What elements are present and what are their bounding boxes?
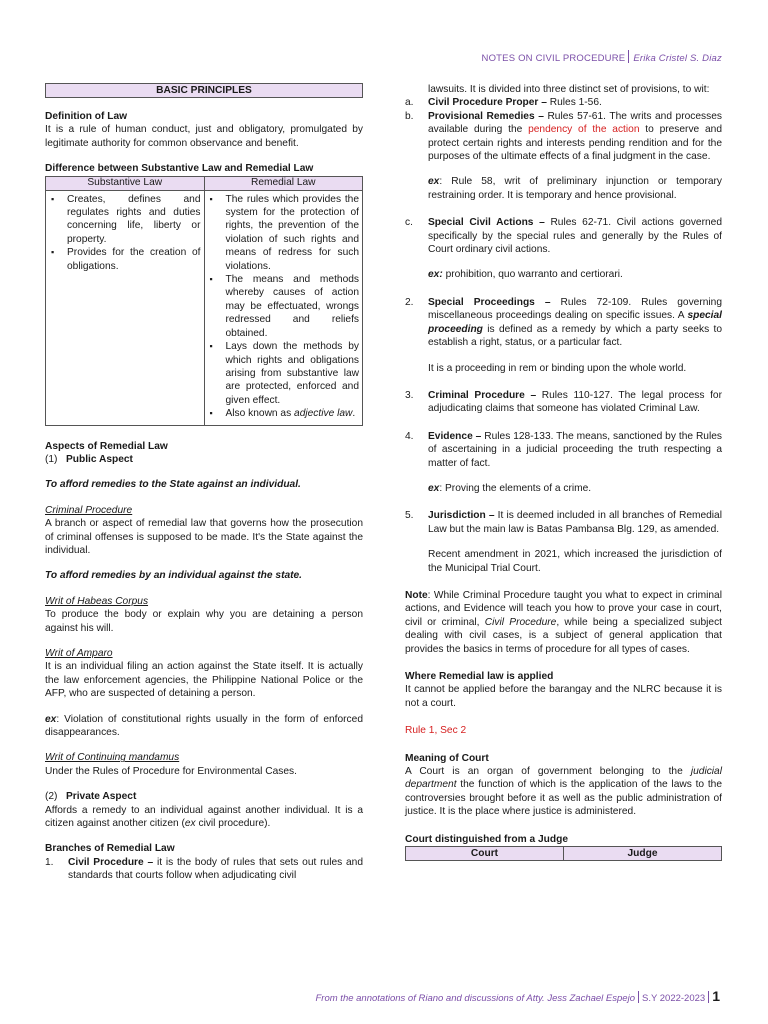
mandamus-title: Writ of Continuing mandamus [45,752,180,764]
note-paragraph: Note: While Criminal Procedure taught you what to expect in criminal actions, and Evidence will teach you how to prove your case in court, civil or criminal, Civil Procedure, while being a specialized subject dealing with civil cases, is a subject of general application that provides the basics in terms of procedure for all types of cases. [405,589,722,655]
list-item: b. Provisional Remedies – Rules 57-61. The writs and processes available during the pendency of the action to preserve and protect certain rights and interests pending rendition and for the purposes of the ultimate effects of a final judgment in the case. ex: Rule 58, writ of preliminary injunction or temporary restraining order. It is temporary and hence provisional. [405,110,722,201]
left-column [45,83,363,883]
list-item: ▪ The means and methods whereby causes of action may be effectuated, wrongs redressed and reliefs obtained. [208,273,360,340]
page-footer [316,990,721,1005]
aspects-heading: Aspects of Remedial Law [45,440,168,452]
criminal-procedure-text: A branch or aspect of remedial law that governs how the prosecution of criminal offenses is supposed to be made. It's the State against the individual. [45,518,363,556]
list-item: 1. Civil Procedure – it is the body of rules that sets out rules and standards that courts follow when adjudicating civil [45,856,363,882]
court-judge-table [405,846,722,861]
amparo-title: Writ of Amparo [45,648,113,659]
provisional-example: ex: Rule 58, writ of preliminary injunction or temporary restraining order. It is temporary and hence provisional. [428,176,722,201]
list-item: ▪ Lays down the methods by which rights and obligations arising from substantive law are protected, enforced and given effect. [208,340,360,407]
col-remedial-header: Remedial Law [204,176,363,190]
course-title: NOTES ON CIVIL PROCEDURE [481,53,626,64]
where-text: It cannot be applied before the barangay and the NLRC because it is not a court. [405,684,722,709]
right-column [405,83,722,861]
meaning-text: A Court is an organ of government belonging to the judicial department the function of which is the application of the laws to the controversies brought before it as well as the public administration of justice. It is the place where justice is administered. [405,766,722,818]
habeas-text: To produce the body or explain why you are detaining a person against his will. [45,609,363,634]
criminal-procedure-title: Criminal Procedure [45,504,133,516]
footer-source: From the annotations of Riano and discussions of Atty. Jess Zachael Espejo [315,993,635,1004]
civil-procedure-sublist [405,96,722,281]
list-item: 5. Jurisdiction – It is deemed included in all branches of Remedial Law but the main law is Batas Pambansa Blg. 129, as amended. Recent amendment in 2021, which increased the jurisdiction of the Municipal Trial Court. [405,510,722,574]
running-header [482,50,722,65]
continuation-text: lawsuits. It is divided into three distinct set of provisions, to wit: [428,84,710,95]
private-aspect-heading: (2) Private Aspect [45,791,137,803]
meaning-heading: Meaning of Court [405,752,489,764]
where-heading: Where Remedial law is applied [405,671,554,682]
footer-divider [638,991,639,1003]
afford-state-text: To afford remedies to the State against an individual. [45,479,301,491]
definition-heading: Definition of Law [45,111,128,122]
col-judge-header: Judge [564,847,722,861]
section-title: BASIC PRINCIPLES [45,83,363,98]
list-item: 3. Criminal Procedure – Rules 110-127. The legal process for adjudicating claims that someone has violated Criminal Law. [405,389,722,415]
list-item: c. Special Civil Actions – Rules 62-71. Civil actions governed specifically by the special rules and generally by the Rules of Court ordinary civil actions. ex: prohibition, quo warranto and certiorari. [405,217,722,281]
definition-text: It is a rule of human conduct, just and obligatory, promulgated by legitimate authority for common observance and benefit. [45,124,363,149]
col-substantive-header: Substantive Law [46,176,205,190]
mandamus-text: Under the Rules of Procedure for Environmental Cases. [45,765,297,777]
remedial-cell [204,190,363,425]
list-item: 4. Evidence – Rules 128-133. The means, sanctioned by the Rules of ascertaining in a judicial proceeding the truth respecting a matter of fact. ex: Proving the elements of a crime. [405,430,722,494]
list-item: ▪ The rules which provides the system for the protection of rights, the prevention of the violation of such rights and means of redress for such violations. [208,193,360,273]
list-item: ▪ Provides for the creation of obligations. [49,246,201,273]
footer-school-year: S.Y 2022-2023 [641,993,706,1004]
amparo-text: It is an individual filing an action against the State itself. It is actually the law enforcement agencies, the Philippine National Police or the AFP, who are suspected of detaining a person. [45,661,363,700]
public-aspect-heading: (1) Public Aspect [45,453,133,465]
list-item: 2. Special Proceedings – Rules 72-109. Rules governing miscellaneous proceedings dealing on specific issues. A special proceeding is defined as a remedy by which a party seeks to establish a right, status, or a particular fact. It is a proceeding in rem or binding upon the whole world. [405,296,722,374]
list-item: ▪ Creates, defines and regulates rights and duties concerning life, liberty or property. [49,193,201,247]
header-divider [628,50,629,63]
special-civil-example: ex: prohibition, quo warranto and certiorari. [428,269,623,281]
author-name: Erika Cristel S. Diaz [633,53,722,64]
list-item: ▪ Also known as adjective law. [208,407,360,420]
afford-individual-text: To afford remedies by an individual against the state. [45,570,303,582]
list-item: a. Civil Procedure Proper – Rules 1-56. [405,97,602,109]
comparison-table [45,176,363,426]
page-number: 1 [712,988,720,1004]
col-court-header: Court [406,847,564,861]
difference-heading: Difference between Substantive Law and Remedial Law [45,163,314,175]
amparo-example: ex: Violation of constitutional rights usually in the form of enforced disappearances. [45,713,363,739]
court-judge-heading: Court distinguished from a Judge [405,833,569,845]
footer-divider [708,991,709,1003]
rule-reference: Rule 1, Sec 2 [405,725,467,737]
branches-heading: Branches of Remedial Law [45,843,175,855]
substantive-cell [46,190,205,425]
private-aspect-text: Affords a remedy to an individual against another individual. It is a citizen against another citizen (ex civil procedure). [45,804,363,830]
branches-list-continued [405,296,722,575]
branches-list [45,856,363,883]
habeas-title: Writ of Habeas Corpus [45,595,149,607]
